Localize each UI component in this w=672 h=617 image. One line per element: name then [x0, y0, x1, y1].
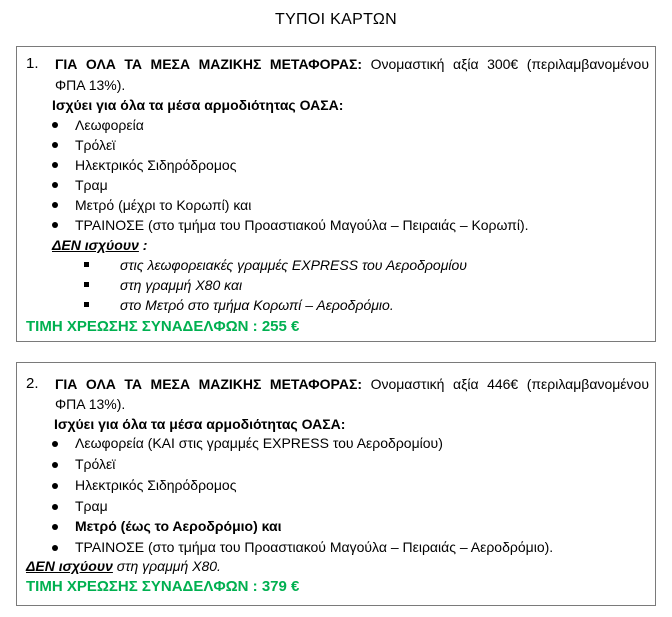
bullet-icon	[52, 504, 58, 510]
valid-item: Λεωφορεία	[75, 117, 144, 133]
valid-item: ΤΡΑΙΝΟΣΕ (στο τμήμα του Προαστιακού Μαγούλα – Πειραιάς – Κορωπί).	[75, 217, 529, 233]
bullet-icon	[52, 545, 58, 551]
price-label: ΤΙΜΗ ΧΡΕΩΣΗΣ ΣΥΝΑΔΕΛΦΩΝ : 379 €	[26, 578, 300, 595]
not-valid-item: στις λεωφορειακές γραμμές EXPRESS του Αεροδρομίου	[120, 257, 467, 273]
not-valid-title: ΔΕΝ ισχύουν	[26, 558, 113, 574]
card-heading-bold: ΓΙΑ ΟΛΑ ΤΑ ΜΕΣΑ ΜΑΖΙΚΗΣ ΜΕΤΑΦΟΡΑΣ:	[55, 56, 363, 72]
valid-item: Τραμ	[75, 498, 108, 514]
not-valid-title: ΔΕΝ ισχύουν	[52, 237, 139, 253]
card-number: 1.	[26, 55, 39, 72]
not-valid-item: στο Μετρό στο τμήμα Κορωπί – Αεροδρόμιο.	[120, 297, 394, 313]
page-title: ΤΥΠΟΙ ΚΑΡΤΩΝ	[275, 11, 397, 28]
bullet-icon	[52, 182, 58, 188]
bullet-icon	[52, 483, 58, 489]
card-number: 2.	[26, 375, 39, 392]
not-valid-suffix: :	[138, 237, 148, 253]
valid-item: Μετρό (έως το Αεροδρόμιο) και	[75, 518, 282, 534]
square-bullet-icon	[84, 262, 89, 267]
square-bullet-icon	[84, 282, 89, 287]
not-valid-heading	[26, 558, 221, 574]
bullet-icon	[52, 524, 58, 530]
valid-item: ΤΡΑΙΝΟΣΕ (στο τμήμα του Προαστιακού Μαγούλα – Πειραιάς – Αεροδρόμιο).	[75, 539, 554, 555]
bullet-icon	[52, 122, 58, 128]
bullet-icon	[52, 142, 58, 148]
valid-item: Ηλεκτρικός Σιδηρόδρομος	[75, 477, 237, 493]
not-valid-suffix: στη γραμμή Χ80.	[112, 558, 221, 574]
bullet-icon	[52, 162, 58, 168]
valid-item: Τρόλεϊ	[75, 456, 116, 472]
bullet-icon	[52, 441, 58, 447]
card-heading-rest: Ονομαστική αξία 300€ (περιλαμβανομένου	[370, 56, 649, 72]
valid-title: Ισχύει για όλα τα μέσα αρμοδιότητας ΟΑΣΑ:	[54, 416, 346, 432]
valid-title: Ισχύει για όλα τα μέσα αρμοδιότητας ΟΑΣΑ:	[52, 97, 344, 113]
valid-item: Ηλεκτρικός Σιδηρόδρομος	[75, 157, 237, 173]
valid-item: Τρόλεϊ	[75, 137, 116, 153]
bullet-icon	[52, 462, 58, 468]
valid-item: Μετρό (μέχρι το Κορωπί) και	[75, 197, 252, 213]
valid-item: Τραμ	[75, 177, 108, 193]
not-valid-item: στη γραμμή Χ80 και	[120, 277, 243, 293]
card-all-transport-446	[16, 362, 656, 606]
not-valid-heading	[52, 237, 147, 253]
square-bullet-icon	[84, 302, 89, 307]
bullet-icon	[52, 222, 58, 228]
bullet-icon	[52, 202, 58, 208]
card-all-transport-300	[16, 46, 656, 342]
card-heading-rest: Ονομαστική αξία 446€ (περιλαμβανομένου	[370, 376, 649, 392]
card-heading	[55, 376, 649, 392]
card-heading	[55, 56, 649, 72]
card-heading-line2: ΦΠΑ 13%).	[55, 77, 126, 93]
price-label: ΤΙΜΗ ΧΡΕΩΣΗΣ ΣΥΝΑΔΕΛΦΩΝ : 255 €	[26, 318, 300, 335]
valid-item: Λεωφορεία (ΚΑΙ στις γραμμές EXPRESS του Αεροδρομίου)	[75, 435, 443, 451]
card-heading-line2: ΦΠΑ 13%).	[55, 396, 126, 412]
card-heading-bold: ΓΙΑ ΟΛΑ ΤΑ ΜΕΣΑ ΜΑΖΙΚΗΣ ΜΕΤΑΦΟΡΑΣ:	[55, 376, 363, 392]
